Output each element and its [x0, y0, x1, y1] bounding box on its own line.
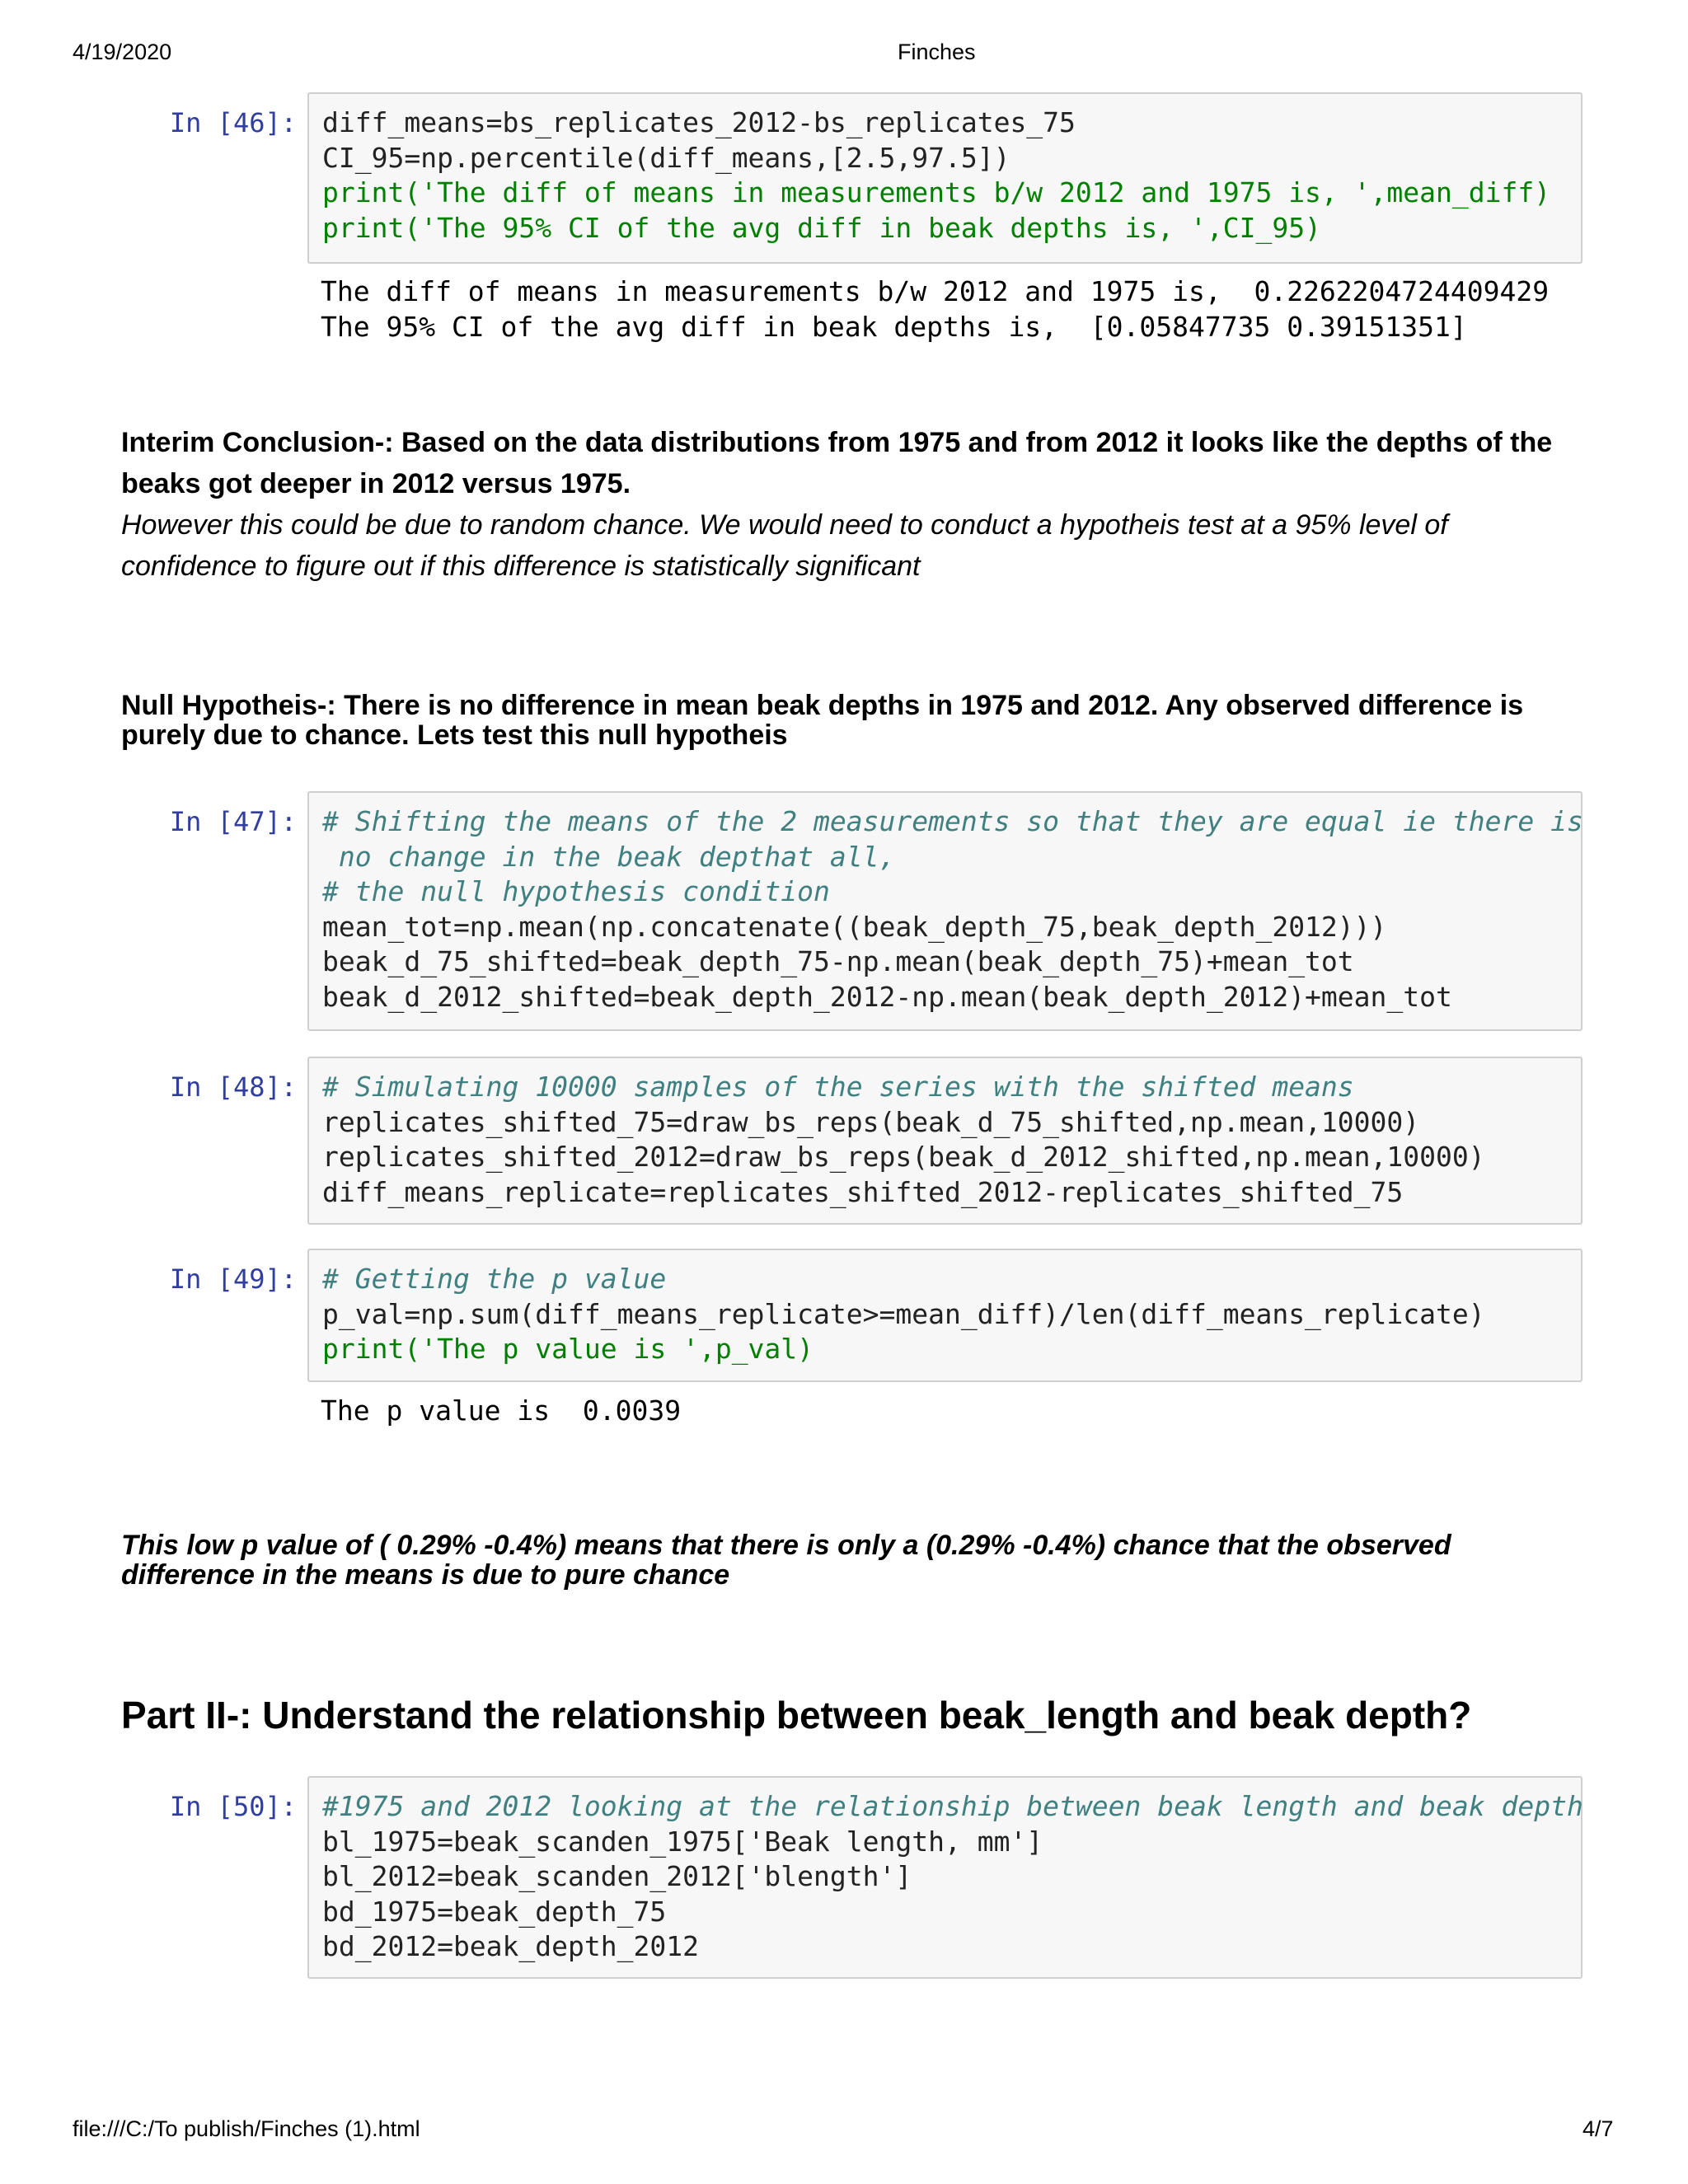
part-2-heading: Part II-: Understand the relationship between beak_length and beak depth? — [121, 1694, 1472, 1736]
file-path: file:///C:/To publish/Finches (1).html — [73, 2116, 420, 2141]
code-line: bl_2012=beak_scanden_2012['blength'] — [322, 1860, 912, 1892]
output-line: The diff of means in measurements b/w 2012 and 1975 is, 0.2262204724409429 — [321, 275, 1550, 307]
null-hypothesis-text: Null Hypotheis-: There is no difference in mean beak depths in 1975 and 2012. Any observed difference is purely due to chance. Lets test this null hypotheis — [121, 690, 1524, 751]
code-comment: #1975 and 2012 looking at the relationship between beak length and beak depth — [322, 1790, 1583, 1822]
interim-conclusion-italic: However this could be due to random chance. We would need to conduct a hypotheis test at a 95% level of confidence to figure out if this difference is statistically significant — [121, 509, 1448, 582]
code-input[interactable] — [322, 804, 1583, 1015]
page-number: 4/7 — [1582, 2116, 1614, 2141]
code-line: p_val=np.sum(diff_means_replicate>=mean_diff)/len(diff_means_replicate) — [322, 1297, 1485, 1330]
code-input[interactable] — [322, 1789, 1583, 1965]
code-line: diff_means=bs_replicates_2012-bs_replicates_75 — [322, 106, 1076, 138]
cell-output — [321, 274, 1549, 344]
code-input-box[interactable] — [307, 1249, 1582, 1382]
null-hypothesis — [121, 691, 1555, 750]
print-title: Finches — [898, 40, 976, 64]
code-line: mean_tot=np.mean(np.concatenate((beak_depth_75,beak_depth_2012))) — [322, 910, 1387, 943]
code-input-box[interactable] — [307, 92, 1582, 264]
code-input-box[interactable] — [307, 791, 1582, 1031]
output-line: The 95% CI of the avg diff in beak depths is, [0.05847735 0.39151351] — [321, 310, 1467, 343]
code-line: bd_2012=beak_depth_2012 — [322, 1930, 699, 1962]
code-line: CI_95=np.percentile(diff_means,[2.5,97.5]) — [322, 141, 1010, 174]
code-comment: # Simulating 10000 samples of the series with the shifted means — [322, 1071, 1354, 1103]
code-line: diff_means_replicate=replicates_shifted_2012-replicates_shifted_75 — [322, 1175, 1404, 1208]
code-input[interactable] — [322, 1070, 1568, 1210]
cell-prompt: In [47]: — [169, 806, 297, 837]
code-line: print('The 95% CI of the avg diff in beak depths is, ',CI_95) — [322, 211, 1321, 244]
code-input-box[interactable] — [307, 1057, 1582, 1225]
code-line: print('The p value is ',p_val) — [322, 1333, 814, 1365]
cell-prompt: In [49]: — [169, 1263, 297, 1295]
code-line: bl_1975=beak_scanden_1975['Beak length, mm'] — [322, 1825, 1043, 1858]
cell-prompt: In [50]: — [169, 1791, 297, 1822]
code-line: replicates_shifted_75=draw_bs_reps(beak_d_75_shifted,np.mean,10000) — [322, 1105, 1420, 1138]
code-line: beak_d_75_shifted=beak_depth_75-np.mean(beak_depth_75)+mean_tot — [322, 945, 1354, 977]
cell-prompt: In [46]: — [169, 107, 297, 138]
code-comment: # the null hypothesis condition — [322, 875, 830, 907]
code-input-box[interactable] — [307, 1776, 1582, 1979]
code-line: beak_d_2012_shifted=beak_depth_2012-np.mean(beak_depth_2012)+mean_tot — [322, 980, 1452, 1013]
cell-output — [321, 1394, 681, 1429]
print-date: 4/19/2020 — [73, 40, 172, 64]
code-line: replicates_shifted_2012=draw_bs_reps(beak_d_2012_shifted,np.mean,10000) — [322, 1141, 1485, 1173]
code-comment: # Shifting the means of the 2 measurements so that they are equal ie there is — [322, 805, 1583, 837]
interim-conclusion — [121, 422, 1555, 587]
cell-prompt: In [48]: — [169, 1071, 297, 1103]
code-input[interactable] — [322, 1262, 1568, 1367]
output-line: The p value is 0.0039 — [321, 1394, 682, 1427]
p-value-conclusion-text: This low p value of ( 0.29% -0.4%) means that there is only a (0.29% -0.4%) chance that the observed difference in the means is due to pure chance — [121, 1530, 1451, 1591]
code-input[interactable] — [322, 105, 1568, 246]
code-comment: no change in the beak depthat all, — [322, 840, 896, 873]
p-value-conclusion — [121, 1530, 1555, 1590]
code-line: bd_1975=beak_depth_75 — [322, 1895, 667, 1928]
code-comment: # Getting the p value — [322, 1263, 667, 1295]
interim-conclusion-bold: Interim Conclusion-: Based on the data distributions from 1975 and from 2012 it looks like the depths of the beaks got deeper in 2012 versus 1975. — [121, 427, 1553, 499]
code-line: print('The diff of means in measurements b/w 2012 and 1975 is, ',mean_diff) — [322, 176, 1551, 209]
